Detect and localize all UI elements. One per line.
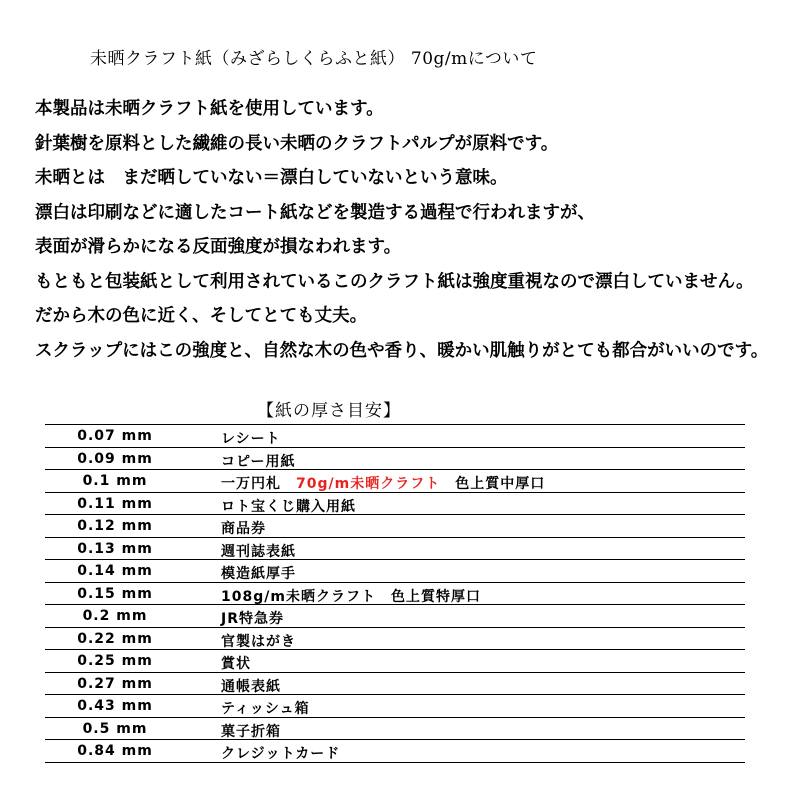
table-row (45, 628, 745, 651)
thickness-value: 0.1 mm (82, 473, 148, 489)
table-row (45, 560, 745, 583)
description-line: スクラップにはこの強度と、自然な木の色や香り、暖かい肌触りがとても都合がいいのです。 (35, 340, 769, 361)
thickness-example-label: 週刊誌表紙 (221, 543, 296, 560)
description-paragraph (35, 92, 785, 368)
thickness-value: 0.43 mm (77, 698, 153, 714)
thickness-example-suffix: 色上質中厚口 (455, 476, 546, 492)
thickness-example (221, 698, 310, 718)
thickness-example-label: 模造紙厚手 (221, 566, 296, 582)
thickness-example-label: 一万円札 (221, 476, 281, 492)
thickness-value: 0.09 mm (77, 450, 153, 467)
thickness-example (221, 428, 281, 448)
thickness-value: 0.11 mm (77, 495, 153, 512)
thickness-example (221, 451, 295, 471)
thickness-value: 0.25 mm (77, 653, 153, 669)
description-line: もともと包装紙として利用されているこのクラフト紙は強度重視なので漂白していません。 (35, 271, 754, 292)
table-row (45, 718, 745, 741)
table-row (45, 583, 745, 606)
thickness-example-label: レシート (221, 431, 281, 447)
thickness-example (221, 496, 356, 516)
thickness-table-heading: 【紙の厚さ目安】 (45, 400, 745, 425)
description-line: だから木の色に近く、そしてとても丈夫。 (35, 306, 368, 326)
table-row (45, 448, 745, 471)
thickness-example-label: 通帳表紙 (221, 678, 281, 695)
table-row (45, 515, 745, 538)
thickness-value: 0.13 mm (77, 540, 153, 557)
description-line: 未晒とは まだ晒していない＝漂白していないという意味。 (35, 168, 508, 188)
thickness-example (221, 631, 296, 651)
thickness-value: 0.22 mm (77, 630, 153, 647)
thickness-value: 0.14 mm (77, 563, 153, 579)
thickness-example (221, 563, 296, 583)
thickness-example-label: コピー用紙 (221, 453, 296, 470)
table-row (45, 470, 745, 493)
description-line: 漂白は印刷などに適したコート紙などを製造する過程で行われますが、 (35, 202, 595, 223)
table-row (45, 650, 745, 673)
thickness-example (221, 473, 545, 493)
thickness-example-label: 商品券 (221, 521, 266, 537)
table-row (45, 605, 745, 628)
thickness-example-label: 官製はがき (221, 633, 296, 650)
thickness-example (221, 586, 481, 606)
thickness-example-label: ティッシュ箱 (221, 701, 310, 717)
thickness-table (45, 400, 745, 763)
thickness-example (221, 518, 266, 538)
description-line: 針葉樹を原料とした繊維の長い未晒のクラフトパルプが原料です。 (35, 133, 559, 154)
thickness-value: 0.07 mm (77, 428, 153, 444)
thickness-example (221, 608, 284, 628)
thickness-example-label: 菓子折箱 (221, 723, 281, 740)
thickness-example-label: 108g/m未晒クラフト 色上質特厚口 (221, 588, 481, 605)
thickness-example (221, 653, 251, 673)
thickness-value: 0.5 mm (82, 720, 148, 737)
highlighted-product-label: 70g/m未晒クラフト (296, 476, 441, 492)
table-row (45, 740, 745, 763)
thickness-value: 0.27 mm (77, 675, 153, 692)
page-title: 未晒クラフト紙（みざらしくらふと紙） 70g/mについて (90, 49, 538, 69)
table-row (45, 425, 745, 448)
table-row (45, 673, 745, 696)
thickness-table-rows (45, 425, 745, 763)
description-line: 表面が滑らかになる反面強度が損なわれます。 (35, 237, 402, 257)
table-row (45, 695, 745, 718)
thickness-example-label: ロト宝くじ購入用紙 (221, 498, 356, 515)
table-row (45, 493, 745, 516)
thickness-value: 0.15 mm (77, 585, 153, 602)
thickness-value: 0.2 mm (82, 608, 148, 624)
description-line: 本製品は未晒クラフト紙を使用しています。 (35, 99, 384, 119)
thickness-example-label: 賞状 (221, 656, 251, 672)
thickness-example-label: JR特急券 (221, 611, 284, 627)
table-row (45, 538, 745, 561)
thickness-value: 0.12 mm (77, 518, 153, 534)
thickness-value: 0.84 mm (77, 743, 153, 759)
thickness-example (221, 721, 281, 741)
thickness-example (221, 541, 296, 561)
thickness-example (221, 676, 281, 696)
thickness-example-label: クレジットカード (221, 746, 341, 762)
thickness-example (221, 743, 340, 763)
